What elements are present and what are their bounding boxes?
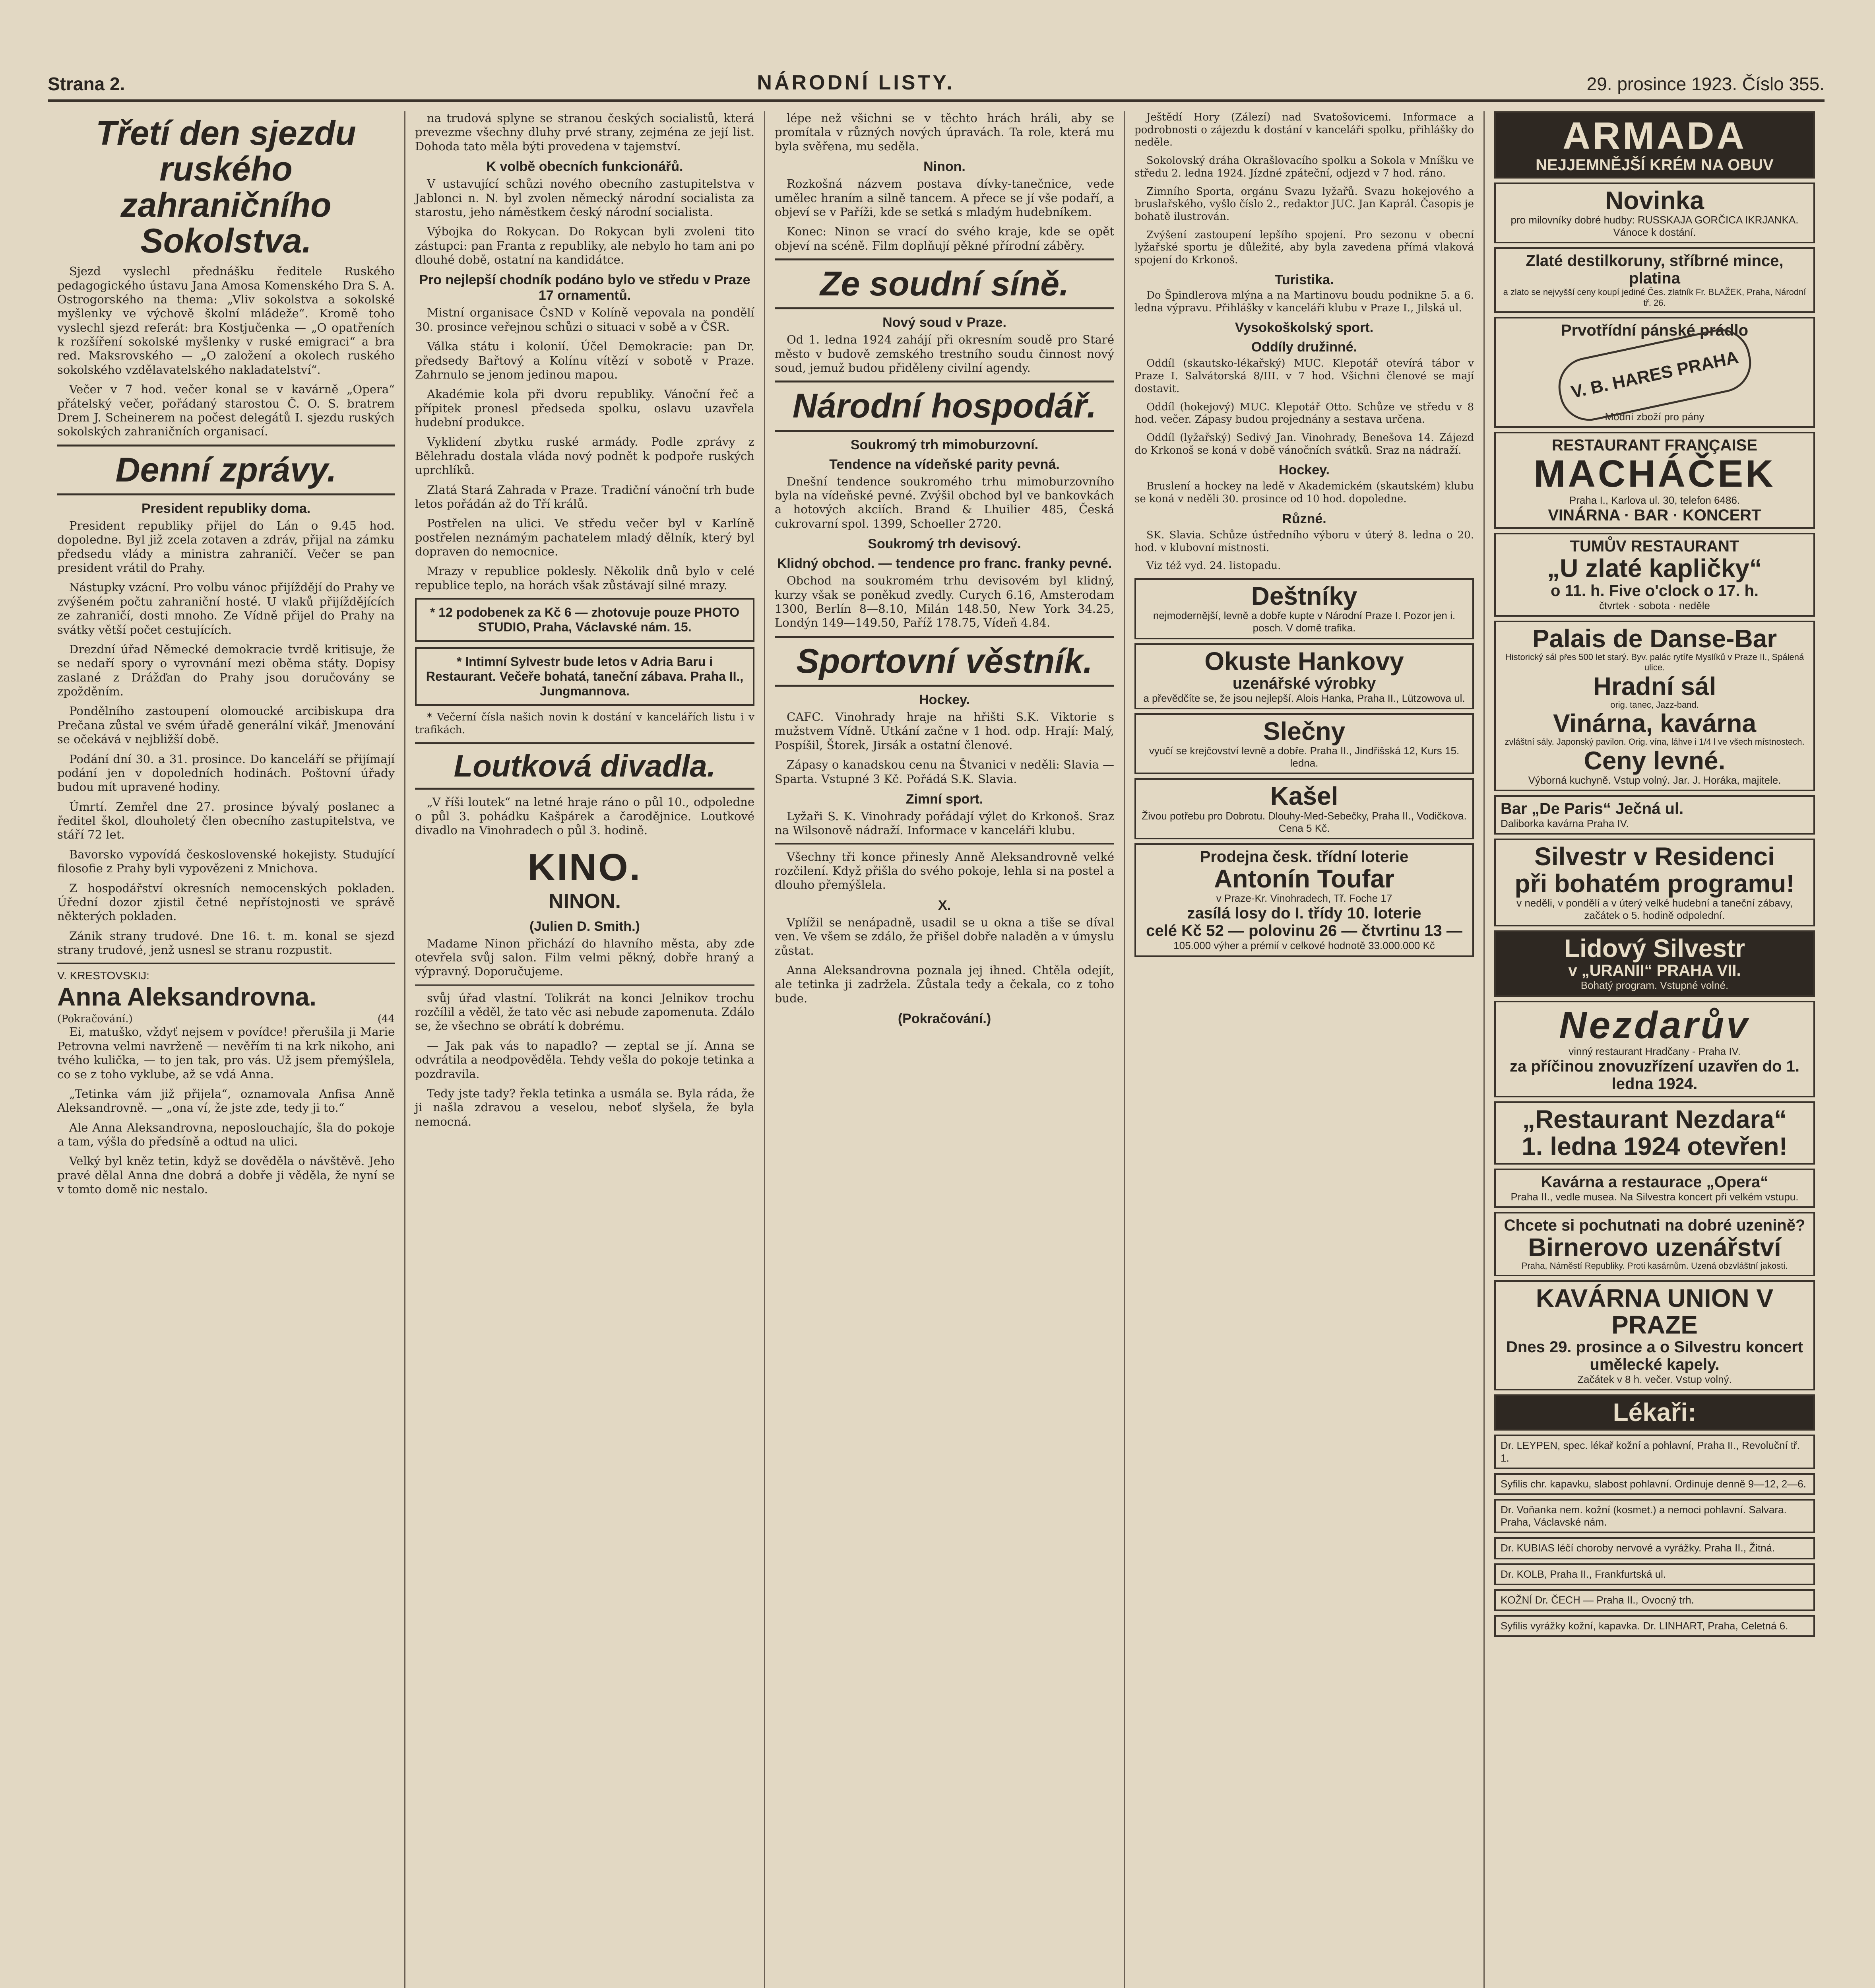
ad-title: „U zlaté kapličky“ [1547,554,1762,583]
article-paragraph: Nástupky vzácní. Pro volbu vánoc přijíždějí do Prahy ve zvýšeném počtu zahraniční hosté. U vlaků přijíždějících ze zahraničí, dosti mnoho. Ze Vídně přijel do Prahy na svátky větší počet cestujících. [57,580,395,637]
ad-text: pro milovníky dobré hudby: RUSSKAJA GORČICA IKRJANKA. Vánoce k dostání. [1510,214,1799,239]
article-paragraph: V ustavující schůzi nového obecního zastupitelstva v Jablonci n. N. byl zvolen německý národní socialista za starostu, jeho náměstkem český národní socialista. [415,177,754,219]
serial-paragraph: „Tetinka vám již přijela“, oznamovala Anfisa Anně Aleksandrovně. — „ona ví, že jste zde, tedy ji to.“ [57,1087,395,1115]
article-paragraph: Úmrtí. Zemřel dne 27. prosince bývalý poslanec a ředitel škol, dlouholetý člen obecního zastupitelstva, ve stáří 72 let. [57,800,395,842]
article-paragraph: Výbojka do Rokycan. Do Rokycan byli zvoleni tito zástupci: pan Franta z republiky, ale nebylo ho tam ani po dlouhé době, ostatní na kandidátce. [415,225,754,266]
subheading: Klidný obchod. — tendence pro franc. franky pevné. [777,556,1112,571]
article-paragraph: Pondělního zastoupení olomoucké arcibiskupa dra Prečana zůstal ve svém úřadě generální vikář. Jmenování se očekává v nejbližší době. [57,704,395,746]
divider [775,843,1114,845]
ad-doctor [1494,1435,1815,1469]
ad-line: RESTAURANT FRANÇAISE [1551,437,1758,454]
ad-text: Praha II., vedle musea. Na Silvestra koncert při velkém vstupu. [1510,1190,1799,1203]
serial-paragraph: Tedy jste tady? řekla tetinka a usmála se. Byla ráda, že ji našla zdravou a veselou, neboť slyšela, že byla nemocná. [415,1086,754,1128]
kino-film-title: NINON. [549,889,621,913]
ad-title: Silvestr v Residenci [1534,842,1775,871]
ad-silvestr-residence [1494,839,1815,926]
subheading: Soukromý trh devisový. [868,536,1021,552]
ad-title: Hradní sál [1593,672,1716,701]
ad-nezdaruv [1494,1001,1815,1098]
ad-text: v neděli, v pondělí a v úterý velké hudební a taneční zábavy, začátek o 5. hodině odpolední. [1516,897,1793,921]
ad-subtitle: Dnes 29. prosince a o Silvestru koncert umělecké kapely. [1506,1338,1803,1373]
headline-economy: Národní hospodář. [775,381,1114,431]
article-paragraph: Vyklidení zbytku ruské armády. Podle zprávy z Bělehradu dostala vláda nový podnět k podpoře ruských uprchlíků. [415,435,754,477]
article-paragraph: Zápasy o kanadskou cenu na Štvanici v neděli: Slavia — Sparta. Vstupné 3 Kč. Pořádá S.K. Slavia. [775,758,1114,786]
ad-title: Zlaté destilkoruny, stříbrné mince, platina [1526,252,1784,287]
page-number: Strana 2. [48,74,125,94]
ad-subtitle: v „URANII“ PRAHA VII. [1568,962,1741,980]
article-paragraph: Ještědí Hory (Zálezí) nad Svatošovicemi. Informace a podrobnosti o zájezdu k dostání v kanceláři spolku, přihlášky do neděle. [1134,111,1474,149]
ad-doctor [1494,1563,1815,1585]
ad-gold-coins [1494,247,1815,313]
ad-line: za příčinou znovuzřízení uzavřen do 1. ledna 1924. [1509,1058,1799,1093]
serial-author: V. KRESTOVSKIJ: [57,969,149,982]
ad-line: v Praze-Kr. Vinohradech, Tř. Foche 17 [1216,892,1392,905]
article-paragraph: na trudová splyne se stranou českých socialistů, která prevezme všechny dluhy prvé strany, zejména ze její list. Dohoda tato měla býti provedena v tajemství. [415,111,754,153]
subheading: President republiky doma. [141,501,311,516]
ad-title: Vinárna, kavárna [1553,709,1757,738]
ad-line: 105.000 výher a prémií v celkové hodnotě 33.000.000 Kč [1173,940,1435,952]
ad-text: orig. tanec, Jazz-band. [1610,699,1699,710]
ad-title: Bar „De Paris“ Ječná ul. [1501,800,1684,818]
ad-title: Ceny levné. [1584,746,1726,775]
article-paragraph: Oddíl (skautsko-lékařský) MUC. Klepotář otevírá tábor v Praze I. Salvátorská 8/III. v 7 hod. Všichni členové se mají dostavit. [1134,357,1474,395]
ad-text: Historický sál přes 500 let starý. Byv. palác rytíře Myslíků v Praze II., Spálená ulice. [1505,652,1804,673]
ad-line: o 11. h. Five o'clock o 17. h. [1550,582,1759,600]
article-paragraph: Madame Ninon přichází do hlavního města, aby zde otevřela svůj salon. Film velmi pěkný, dobře hraný a výpravný. Doporučujeme. [415,936,754,978]
serial-paragraph: Anna Aleksandrovna poznala jej ihned. Chtěla odejít, ale tetinka ji zadržela. Zůstala tedy a čekala, co z toho bude. [775,963,1114,1005]
ad-text: Dr. KUBIAS léčí choroby nervové a vyrážky. Praha II., Žitná. [1501,1542,1775,1554]
promo-text: * 12 podobenek za Kč 6 — zhotovuje pouze PHOTO STUDIO, Praha, Václavské nám. 15. [430,605,740,635]
article-paragraph: „V říši loutek“ na letné hraje ráno o půl 10., odpoledne o půl 3. pohádku Kašpárek a čarodějnice. Loutkové divadlo na Vinohradech o půl 3. hodině. [415,795,754,837]
ad-text: Syfilis chr. kapavku, slabost pohlavní. Ordinuje denně 9—12, 2—6. [1501,1477,1806,1490]
ad-text: Módní zboží pro pány [1605,411,1704,423]
column-1 [48,111,405,1988]
ad-text: Praha, Náměstí Republiky. Proti kasárnům. Uzená obzvláštní jakosti. [1521,1261,1788,1271]
article-paragraph: Lyžaři S. K. Vinohrady pořádají výlet do Krkonoš. Sraz na Wilsonově nádraží. Informace v kanceláři klubu. [775,809,1114,837]
article-paragraph: Mistní organisace ČsND v Kolíně vepovala na pondělí 30. prosince veřejnou schůzi o situaci v sobě a v ČSR. [415,306,754,334]
headline-sport: Sportovní věstník. [775,636,1114,687]
ad-text: Živou potřebu pro Dobrotu. Dlouhy-Med-Sebečky, Praha II., Vodičkova. Cena 5 Kč. [1142,810,1467,834]
ad-birner [1494,1212,1815,1276]
ad-doctor [1494,1615,1815,1637]
headline-puppet-theatre: Loutková divadla. [415,742,754,790]
ad-subtitle: při bohatém programu! [1514,869,1795,898]
ad-text: KOŽNÍ Dr. ČECH — Praha II., Ovocný trh. [1501,1594,1694,1606]
article-paragraph: Sokolovský dráha Okrašlovacího spolku a Sokola v Mníšku ve středu 2. ledna 1924. Jízdné zpáteční, odjezd v 7 hod. ráno. [1134,155,1474,179]
article-paragraph: Podání dní 30. a 31. prosince. Do kanceláří se přijímají podání jen v dopoledních hodinách. Poštovní úřady budou mít upravené hodiny. [57,752,395,794]
article-paragraph: Postřelen na ulici. Ve středu večer byl v Karlíně postřelen neznámým pachatelem mladý dělník, který byl dopraven do nemocnice. [415,516,754,558]
note: Viz též vyd. 24. listopadu. [1146,560,1281,572]
ad-line: celé Kč 52 — polovinu 26 — čtvrtinu 13 — [1146,922,1462,940]
serial-paragraph: Velký byl kněz tetin, když se dověděla o návštěvě. Jeho pravé dělal Anna dne dobrá a dobře ji věděla, že nyní se v tomto domě nic nestalo. [57,1154,395,1196]
ad-urania [1494,930,1815,996]
serial-paragraph: Všechny tři konce přinesly Anně Aleksandrovně velké rozčilení. Když přišla do svého pokoje, lehla si na postel a dlouho přemýšlela. [775,850,1114,892]
subheading: Pro nejlepší chodník podáno bylo ve středu v Praze 17 ornamentů. [419,272,750,303]
headline-sokol-congress: Třetí den sjezdu ruského zahraničního Sokolstva. [96,114,356,260]
ad-title: Novinka [1605,186,1704,215]
ad-line: Chcete si pochutnati na dobré uzenině? [1504,1217,1805,1235]
serial-title: Anna Aleksandrovna. [57,982,317,1011]
promo-photo-studio [415,598,754,642]
ad-title: Prvotřídní pánské prádlo [1561,322,1749,340]
subheading: Oddíly družinné. [1251,340,1357,355]
ad-title: Antonín Toufar [1214,864,1394,893]
ad-title: ARMADA [1563,115,1747,157]
doctors-heading: Lékaři: [1613,1398,1697,1427]
ad-text: Praha I., Karlova ul. 30, telefon 6486. [1569,494,1740,507]
ad-subtitle: NEJJEMNĚJŠÍ KRÉM NA OBUV [1536,156,1774,174]
subheading: Zimní sport. [906,791,983,807]
section-tourism: Turistika. [1274,272,1334,287]
ad-title: „Restaurant Nezdara“ [1522,1105,1787,1134]
article-paragraph: lépe než všichni se v těchto hrách hráli, aby se promítala v různých nových úpravách. Ta role, která mu byla svěřena, mu seděla. [775,111,1114,153]
ad-union-cafe [1494,1280,1815,1391]
ad-novinka [1494,182,1815,244]
article-paragraph: Válka státu i kolonií. Účel Demokracie: pan Dr. předsedy Bařtový a Kolínu vítězí v sobotě v Praze. Zahrnulo se jenom jedinou mapou. [415,340,754,381]
serial-subline [57,1013,395,1025]
article-paragraph: Zvýšení zastoupení lepšího spojení. Pro sezonu v obecní lyžařské sportu je důležité, aby byla zavedena přímá vlaková spojení do Krkonoš. [1134,229,1474,266]
divider [57,963,395,964]
ad-line: VINÁRNA · BAR · KONCERT [1548,507,1761,524]
ad-title: Birnerovo uzenářství [1528,1233,1781,1262]
ad-palais-de-danse [1494,621,1815,792]
article-paragraph: Sjezd vyslechl přednášku ředitele Ruského pedagogického ústavu Jana Amosa Komenského Dra S. A. Ostrogorského na thema: „Vliv sokolstva a sokolské myšlenky ve výchově školní mládeže“. Kromě toho vyslechl sjezd referát: bra Kostjučenka — „O opatřeních k rozšíření sokolské myšlenky v ruské emigraci“ a bra red. Maksrovského — „O založení a okolech ruského sokolského vzdělavatelského nakladatelství“. [57,264,395,377]
ad-text: a zlato se nejvyšší ceny koupí jediné Čes. zlatník Fr. BLAŽEK, Praha, Národní tř. 26. [1503,287,1806,308]
ad-armada [1494,111,1815,179]
article-paragraph: SK. Slavia. Schůze ústředního výboru v úterý 8. ledna o 20. hod. v klubovní místnosti. [1134,529,1474,554]
ad-text: Začátek v 8 h. večer. Vstup volný. [1577,1373,1732,1385]
headline-daily-news: Denní zprávy. [57,445,395,495]
ad-hanka-sausages [1134,643,1474,709]
ad-line: TUMŮV RESTAURANT [1570,538,1739,555]
article-paragraph: Zánik strany trudové. Dne 16. t. m. konal se sjezd strany trudové, jenž usnesl se stranu rozpustit. [57,929,395,957]
article-paragraph: Dnešní tendence soukromého trhu mimoburzovního byla na vídeňské pevné. Zvýšil obchod byl ve bankovkách a hotových akciích. Brand & Lhuilier 485, Česká cukrovarní spol. 1399, Schoeller 2720. [775,474,1114,530]
ad-title: Slečny [1263,716,1346,746]
column-3 [765,111,1125,1988]
ad-text: Syfilis vyrážky kožní, kapavka. Dr. LINHART, Praha, Celetná 6. [1501,1619,1788,1632]
article-paragraph: * Večerní čísla našich novin k dostání v kancelářích listu i v trafikách. [415,711,754,736]
subheading: Různé. [1282,511,1326,526]
article-paragraph: Drezdní úřad Německé demokracie tvrdě kritisuje, že se nedaří spory o vyrovnání mezi oběma státy. Dopisy zaslané z Drážďan do Prahy jsou doručovány se zpožděním. [57,642,395,699]
ad-title: Deštníky [1251,581,1357,610]
divider [415,984,754,986]
subheading: Soukromý trh mimoburzovní. [850,437,1039,452]
ad-title: Kavárna a restaurace „Opera“ [1541,1173,1768,1191]
subheading: K volbě obecních funkcionářů. [486,159,683,175]
serial-paragraph: Vplížil se nenápadně, usadil se u okna a tiše se díval ven. Ve všem se zdálo, že přišel dobře naladěn a v úmyslu zůstat. [775,915,1114,957]
serial-paragraph: — Jak pak vás to napadlo? — zeptal se jí. Anna se odvrátila a neodpověděla. Tehdy vešla do pokoje tetinka a pozdravila. [415,1039,754,1081]
ad-text: Dr. LEYPEN, spec. lékař kožní a pohlavní, Praha II., Revoluční tř. 1. [1501,1439,1800,1464]
article-paragraph: Obchod na soukromém trhu devisovém byl klidný, kurzy však se poněkud zvedly. Curych 6.16, Amsterodam 1300, Berlín 8—8.10, Milán 148.50, New York 34.25, Londýn 149—149.50, Paříž 178.75, Vídeň 4.84. [775,574,1114,630]
serial-number: (44 [377,1013,395,1025]
ad-kasel [1134,778,1474,839]
article-paragraph: Večer v 7 hod. večer konal se v kavárně „Opera“ přátelský večer, pořádaný starostou Č. O. S. bratrem Drem J. Scheinerem na počest delegátů I. sjezdu ruských sokolských zahraničních organisací. [57,382,395,439]
column-ads [1485,111,1825,1988]
serial-paragraph: svůj úřad vlastní. Tolikrát na konci Jelnikov trochu rozčílil a věděl, že tato věc asi nebude zapomenuta. Zdálo se, že všechno se obrátí k dobrému. [415,991,754,1033]
promo-text: * Intimní Sylvestr bude letos v Adria Baru i Restaurant. Večeře bohatá, taneční zábava. Praha II., Jungmannova. [426,654,744,699]
ad-machacek [1494,432,1815,529]
article-paragraph: Rozkošná názvem postava dívky-tanečnice, vede umělec hraním a silně tancem. A přece se jí vše podaří, a objeví se v Paříži, kde se setká s mladým hudebníkem. [775,177,1114,219]
ad-doctor [1494,1537,1815,1559]
ad-subtitle: uzenářské výrobky [1232,674,1376,692]
ad-text: Bohatý program. Vstupné volné. [1580,979,1729,992]
promo-adria-bar [415,647,754,706]
column-4 [1125,111,1485,1988]
ad-title: Palais de Danse-Bar [1532,624,1777,653]
article-paragraph: Z hospodářství okresních nemocenských pokladen. Úřední dozor zjistil četné nepřístojnosti ve správě některých pokladen. [57,881,395,923]
section-university-sport: Vysokoškolský sport. [1235,320,1374,336]
article-paragraph: Zimního Sporta, orgánu Svazu lyžařů. Svazu hokejového a bruslařského, vyšlo číslo 2., redaktor JUC. Jan Kaprál. Časopis je bohatě ilustrován. [1134,185,1474,223]
article-paragraph: Oddíl (lyžařský) Sedivý Jan. Vinohrady, Benešova 14. Zájezd do Krkonoš se koná v době vánočních svátků. Sraz na nádraží. [1134,431,1474,456]
masthead: NÁRODNÍ LISTY. [757,71,955,94]
article-paragraph: Bruslení a hockey na ledě v Akademickém (skautském) klubu se koná v neděli 30. prosince od 10 hod. dopoledne. [1134,480,1474,505]
ad-text: vyučí se krejčovství levně a dobře. Praha II., Jindřišská 12, Kurs 15. ledna. [1149,745,1460,769]
ad-doctor [1494,1499,1815,1533]
ad-title: KAVÁRNA UNION V PRAZE [1536,1283,1774,1339]
serial-paragraph: Ei, matuško, vždyť nejsem v povídce! přerušila ji Marie Petrovna velmi navrženě — nevěřím ti na krk nikoho, ani tvého kulička, — to jen tak, pro vás. Už jsem přemýšlela, co se z toho vyklube, až se vdá Anna. [57,1025,395,1081]
ad-toufar-lottery [1134,843,1474,957]
ad-subtitle: 1. ledna 1924 otevřen! [1522,1132,1788,1161]
ad-mens-linen [1494,317,1815,428]
ad-title: MACHÁČEK [1534,452,1776,495]
ad-title: Kašel [1270,782,1338,811]
headline-court: Ze soudní síně. [775,258,1114,309]
doctors-heading-box [1494,1394,1815,1431]
column-2 [405,111,765,1988]
serial-continuation: (Pokračování.) [57,1013,133,1025]
ad-opera [1494,1169,1815,1208]
article-paragraph: Do Špindlerova mlýna a na Martinovu boudu podnikne 5. a 6. ledna výpravu. Přihlášky v kanceláři klubu v Praze I., Jilská ul. [1134,289,1474,314]
ad-zlata-kaplicka [1494,533,1815,616]
subheading: Tendence na vídeňské parity pevná. [829,456,1060,472]
ad-text: nejmodernější, levně a dobře kupte v Národní Praze I. Pozor jen i. posch. V domě trafika. [1153,610,1456,634]
subheading: Ninon. [923,159,966,175]
ad-text: čtvrtek · sobota · neděle [1599,599,1710,612]
serial-section-number: X. [938,897,951,913]
ad-line: zasílá losy do I. třídy 10. loterie [1187,905,1421,922]
kino-film-author: (Julien D. Smith.) [529,918,640,934]
subheading: Nový soud v Praze. [882,315,1006,330]
ad-text: Výborná kuchyně. Vstup volný. Jar. J. Horáka, majitele. [1528,774,1781,786]
article-paragraph: Oddíl (hokejový) MUC. Klepotář Otto. Schůze ve středu v 8 hod. večer. Zápasy budou projednány a sestava určena. [1134,401,1474,426]
newspaper-page [48,60,1825,1988]
ad-text: a převědčíte se, že jsou nejlepší. Alois Hanka, Praha II., Lützowova ul. [1143,692,1465,704]
article-paragraph: Zlatá Stará Zahrada v Praze. Tradiční vánoční trh bude letos pořádán až do Tří králů. [415,483,754,511]
page-header [48,60,1825,102]
ad-title: Lidový Silvestr [1564,934,1745,963]
article-paragraph: Konec: Ninon se vrací do svého kraje, kde se opět objeví na scéně. Film doplňují pěkné přírodní záběry. [775,225,1114,252]
ad-title: Okuste Hankovy [1204,646,1404,676]
article-paragraph: Akadémie kola při dvoru republiky. Vánoční řeč a přípitek pronesl předseda spolku, oslavu uzavřela hudební produkce. [415,387,754,429]
ad-text: vinný restaurant Hradčany - Praha IV. [1569,1045,1741,1058]
issue-date: 29. prosince 1923. Číslo 355. [1586,74,1825,94]
ad-text: zvláštní sály. Japonský pavilon. Orig. vína, láhve i 1/4 l ve všech místnostech. [1505,737,1805,747]
article-paragraph: CAFC. Vinohrady hraje na hřišti S.K. Viktorie s mužstvem Vídně. Utkání začne v 1 hod. odp. Hrají: Malý, Pospíšil, Štorek, Jirsák a ostatní členové. [775,710,1114,752]
article-paragraph: Bavorsko vypovídá československé hokejisty. Studující filosofie z Prahy byli vypovězeni z Mnichova. [57,847,395,876]
ad-text: Dr. Voňanka nem. kožní (kosmet.) a nemoci pohlavní. Salvara. Praha, Václavské nám. [1501,1503,1787,1528]
ad-restaurant-nezdara [1494,1101,1815,1164]
subheading: Hockey. [1279,462,1330,478]
article-paragraph: Od 1. ledna 1924 zahájí při okresním soudě pro Staré město v budově zemského trestního soudu činnost nový soud, jemuž budou přiděleny civilní agendy. [775,333,1114,375]
article-paragraph: President republiky přijel do Lán o 9.45 hod. dopoledne. Byl již zcela zotaven a zdráv, přijal na zámku předsedu vlády a ministra zahraničí. Večer se pan president vrátil do Prahy. [57,518,395,575]
serial-paragraph: Ale Anna Aleksandrovna, neposlouchajíc, šla do pokoje a tam, výšla do předsíně a odtud na ulici. [57,1120,395,1149]
store-stamp: V. B. HARES PRAHA [1553,324,1757,426]
ad-slecny [1134,713,1474,775]
ad-umbrellas [1134,578,1474,639]
kino-heading: KINO. [527,846,642,889]
ad-text: Dr. KOLB, Praha II., Frankfurtská ul. [1501,1568,1666,1580]
serial-to-be-continued: (Pokračování.) [898,1011,991,1027]
ad-title: Nezdarův [1559,1004,1750,1046]
subheading: Hockey. [919,692,970,708]
ad-line: Prodejna česk. třídní loterie [1200,848,1409,866]
ad-text: Daliborka kavárna Praha IV. [1501,817,1629,830]
article-paragraph: Mrazy v republice poklesly. Několik dnů bylo v celé republice teplo, na horách však zůstávají silné mrazy. [415,564,754,592]
ad-doctor [1494,1589,1815,1611]
ad-doctor [1494,1473,1815,1495]
ad-bar-de-paris [1494,795,1815,835]
